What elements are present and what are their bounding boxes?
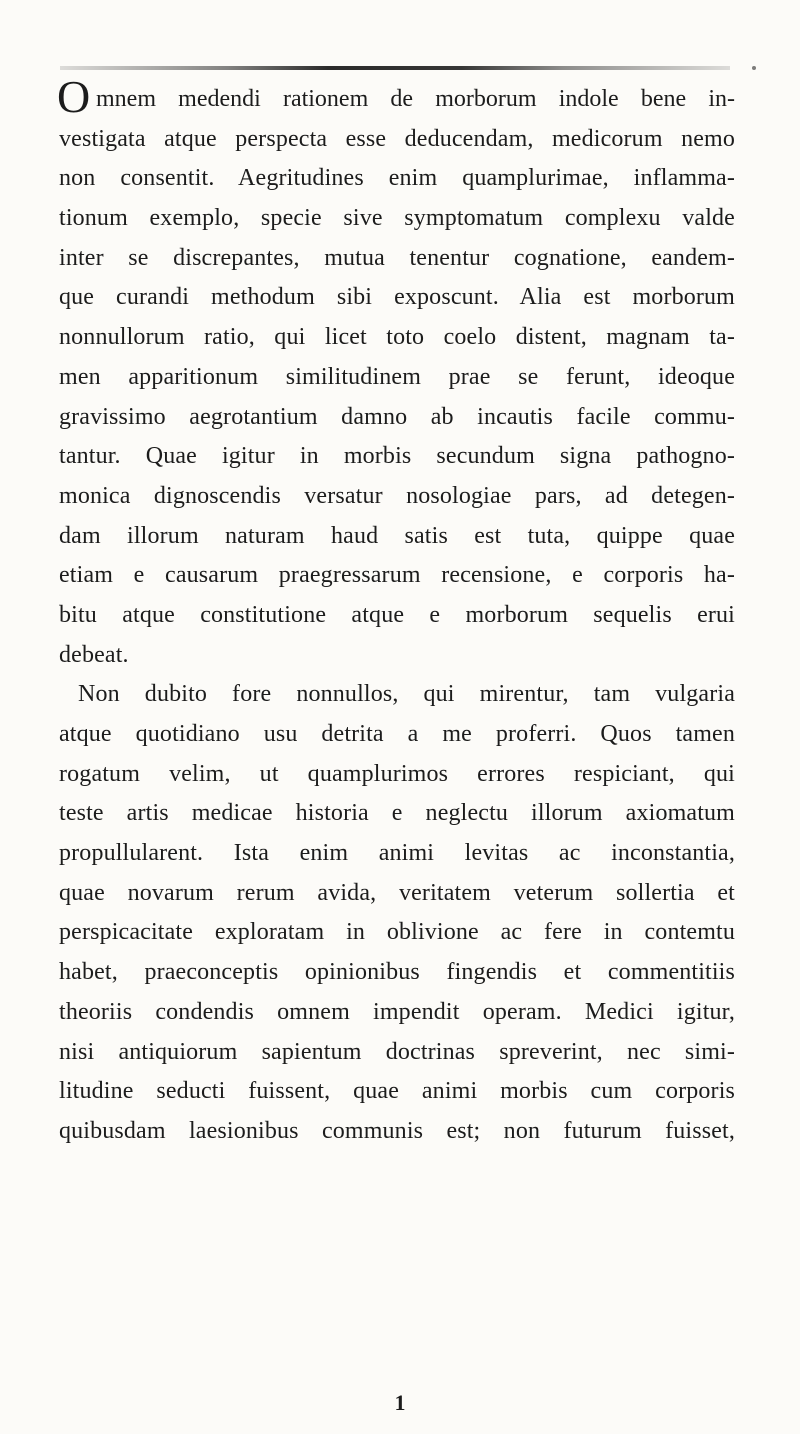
- page-number: 1: [394, 1390, 406, 1415]
- top-rule: [60, 66, 730, 70]
- text-line: non consentit. Aegritudines enim quamplurimae, inflamma-: [59, 165, 735, 192]
- text-line: inter se discrepantes, mutua tenentur cognatione, eandem-: [59, 244, 735, 271]
- text-line: Non dubito fore nonnullos, qui mirentur, tam vulgaria: [78, 681, 735, 708]
- drop-cap: O: [57, 71, 91, 122]
- text-line: bitu atque constitutione atque e morborum sequelis erui: [59, 601, 735, 628]
- text-line: nonnullorum ratio, qui licet toto coelo distent, magnam ta-: [59, 324, 735, 351]
- text-line: etiam e causarum praegressarum recensione, e corporis ha-: [59, 562, 735, 589]
- text-line: quibusdam laesionibus communis est; non futurum fuisset,: [59, 1117, 735, 1144]
- text-line: monica dignoscendis versatur nosologiae pars, ad detegen-: [59, 482, 735, 509]
- text-line: nisi antiquiorum sapientum doctrinas spreverint, nec simi-: [59, 1038, 735, 1065]
- text-line: men apparitionum similitudinem prae se ferunt, ideoque: [59, 363, 735, 390]
- top-mark: [752, 66, 756, 70]
- text-line: dam illorum naturam haud satis est tuta, quippe quae: [59, 522, 735, 549]
- text-line: gravissimo aegrotantium damno ab incautis facile commu-: [59, 403, 735, 430]
- text-line: propullularent. Ista enim animi levitas ac inconstantia,: [59, 840, 735, 867]
- text-line: vestigata atque perspecta esse deducendam, medicorum nemo: [59, 125, 735, 152]
- text-line: atque quotidiano usu detrita a me proferri. Quos tamen: [59, 721, 735, 747]
- paragraph-1: [57, 71, 735, 675]
- text-line: habet, praeconceptis opinionibus fingendis et commentitiis: [59, 959, 735, 986]
- text-line: rogatum velim, ut quamplurimos errores respiciant, qui: [59, 760, 735, 787]
- text-line: mnem medendi rationem de morborum indole bene in-: [96, 86, 735, 112]
- text-line: theoriis condendis omnem impendit operam. Medici igitur,: [59, 998, 735, 1025]
- text-line: teste artis medicae historia e neglectu illorum axiomatum: [59, 800, 735, 827]
- text-line: perspicacitate exploratam in oblivione ac fere in contemtu: [59, 919, 735, 946]
- text-block: [57, 71, 735, 1152]
- text-line: litudine seducti fuissent, quae animi morbis cum corporis: [59, 1078, 735, 1105]
- text-line: tantur. Quae igitur in morbis secundum signa pathogno-: [59, 443, 735, 470]
- text-line: que curandi methodum sibi exposcunt. Alia est morborum: [59, 284, 735, 311]
- first-line: [57, 71, 735, 122]
- text-line: debeat.: [59, 641, 129, 668]
- paragraph-2: [59, 675, 735, 1151]
- text-line: quae novarum rerum avida, veritatem veterum sollertia et: [59, 879, 735, 906]
- text-line: tionum exemplo, specie sive symptomatum complexu valde: [59, 205, 735, 232]
